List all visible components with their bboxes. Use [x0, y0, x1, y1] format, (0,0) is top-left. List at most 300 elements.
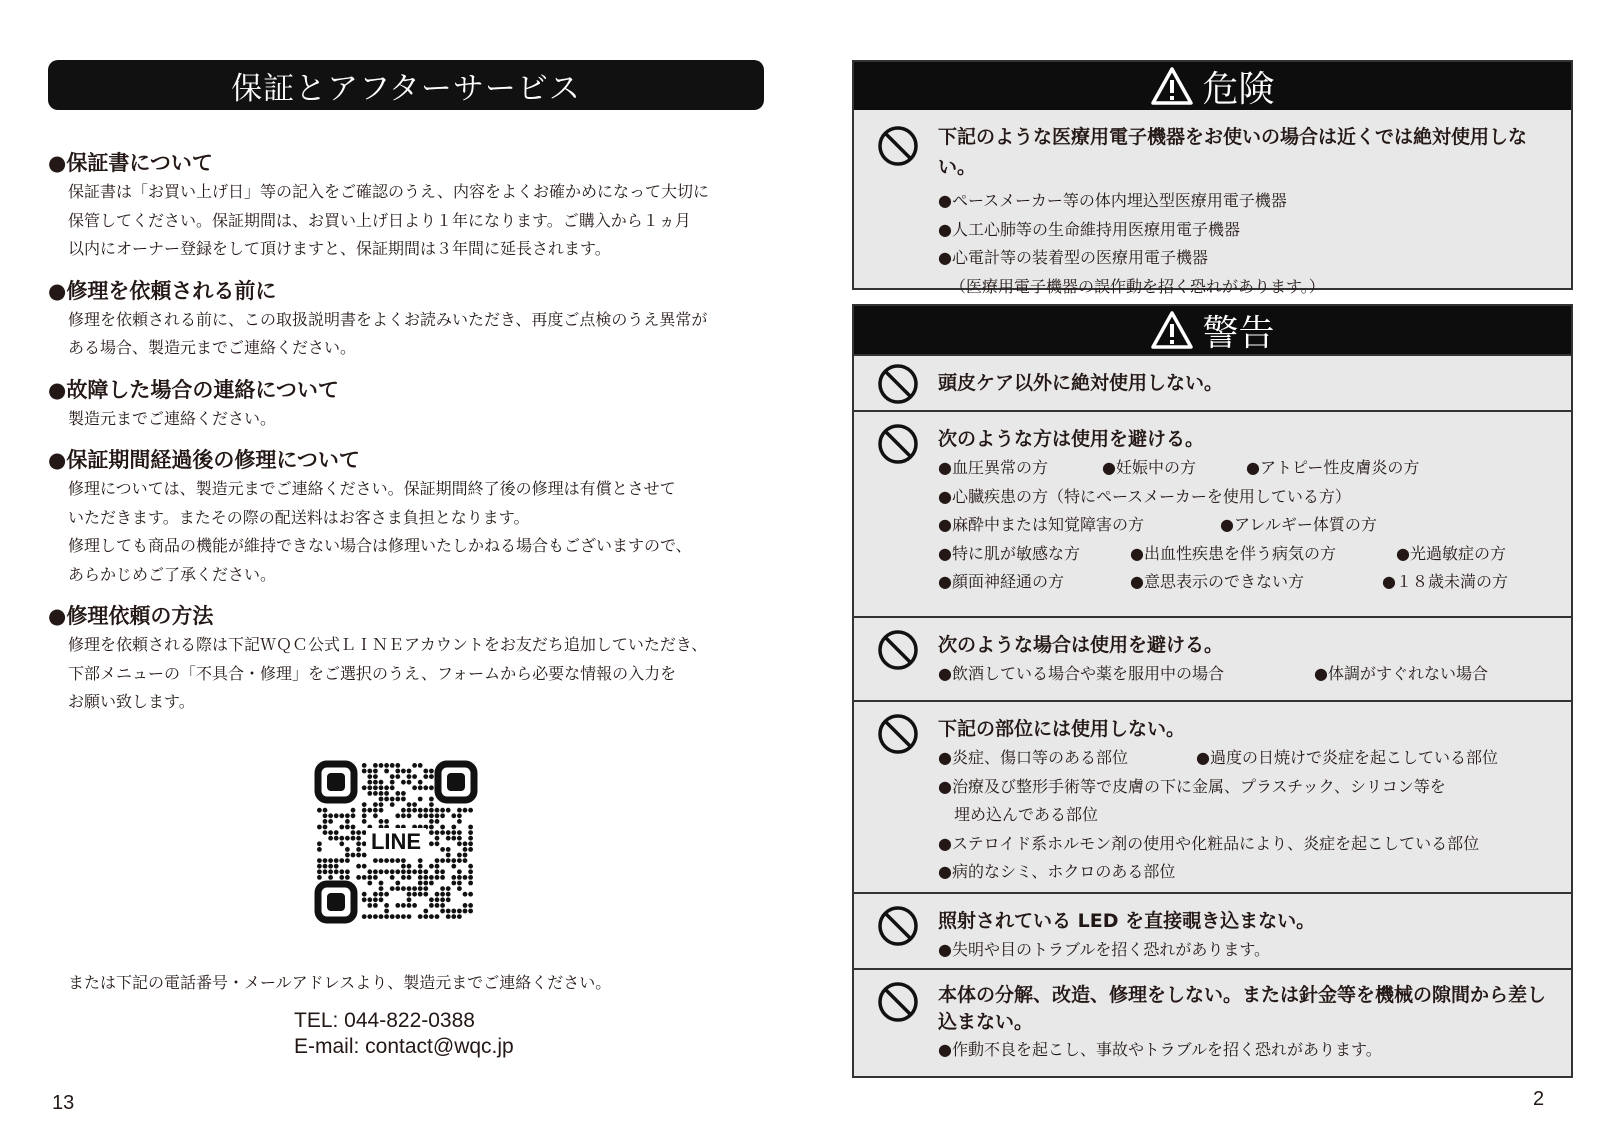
qr-module	[390, 763, 395, 768]
qr-module	[401, 886, 406, 891]
qr-module	[345, 869, 350, 874]
qr-module	[390, 774, 395, 779]
warning-heading: 下記の部位には使用しない。	[938, 718, 1186, 740]
danger-heading: 下記のような医療用電子機器をお使いの場合は近くでは絶対使用しない。	[938, 126, 1528, 178]
qr-module	[356, 847, 361, 852]
prohibition-icon	[876, 980, 920, 1024]
qr-module	[323, 830, 328, 835]
qr-module	[334, 858, 339, 863]
section-line: お願い致します。	[68, 692, 195, 711]
qr-module	[446, 914, 451, 919]
qr-module	[373, 763, 378, 768]
qr-module	[390, 869, 395, 874]
qr-module	[395, 763, 400, 768]
qr-module	[323, 869, 328, 874]
qr-module	[412, 785, 417, 790]
qr-module	[435, 813, 440, 818]
qr-module	[351, 836, 356, 841]
warning-item: ●飲酒している場合や薬を服用中の場合	[938, 664, 1224, 683]
qr-module	[435, 858, 440, 863]
qr-module	[435, 819, 440, 824]
qr-module	[351, 808, 356, 813]
warning-item: ●体調がすぐれない場合	[1314, 664, 1488, 683]
qr-module	[446, 897, 451, 902]
page-number-left: 13	[52, 1092, 75, 1114]
qr-module	[379, 802, 384, 807]
warning-title: 警告	[1202, 312, 1275, 354]
qr-module	[328, 864, 333, 869]
qr-label: LINE	[370, 829, 422, 854]
qr-module	[401, 903, 406, 908]
email-address[interactable]: E-mail: contact@wqc.jp	[294, 1035, 514, 1058]
qr-module	[339, 841, 344, 846]
qr-module	[451, 881, 456, 886]
section-line: 製造元までご連絡ください。	[68, 408, 277, 428]
qr-module	[367, 808, 372, 813]
qr-module	[407, 802, 412, 807]
warning-item: ●心臓疾患の方（特にペースメーカーを使用している方）	[938, 486, 1351, 506]
danger-header	[854, 62, 1571, 110]
qr-module	[429, 802, 434, 807]
qr-module	[418, 780, 423, 785]
qr-module	[379, 763, 384, 768]
qr-module	[468, 830, 473, 835]
qr-module	[407, 774, 412, 779]
section-before-repair	[48, 276, 764, 363]
qr-module	[373, 875, 378, 880]
qr-module	[429, 897, 434, 902]
qr-module	[379, 881, 384, 886]
qr-module	[401, 769, 406, 774]
qr-module	[468, 909, 473, 914]
qr-module	[407, 780, 412, 785]
section-heading: ●保証書について	[48, 151, 213, 175]
qr-module	[423, 909, 428, 914]
qr-module	[362, 914, 367, 919]
qr-module	[463, 909, 468, 914]
qr-module	[373, 897, 378, 902]
qr-module	[435, 836, 440, 841]
qr-module	[351, 853, 356, 858]
qr-module	[401, 813, 406, 818]
qr-module	[367, 769, 372, 774]
warning-item: 埋め込んである部位	[938, 805, 1099, 824]
qr-module	[401, 875, 406, 880]
qr-module	[362, 897, 367, 902]
qr-module	[457, 909, 462, 914]
qr-module	[384, 763, 389, 768]
qr-module	[367, 914, 372, 919]
qr-module	[401, 858, 406, 863]
qr-module	[418, 858, 423, 863]
section-line: 修理については、製造元までご連絡ください。保証期間終了後の修理は有償とさせて	[68, 479, 676, 498]
qr-module	[339, 875, 344, 880]
qr-module	[468, 808, 473, 813]
section-line: 保管してください。保証期間は、お買い上げ日より１年になります。ご購入から１ヵ月	[68, 210, 691, 230]
qr-module	[390, 797, 395, 802]
qr-module	[412, 774, 417, 779]
qr-module	[412, 903, 417, 908]
section-heading: ●修理を依頼される前に	[48, 278, 277, 303]
qr-module	[367, 785, 372, 790]
qr-module	[435, 869, 440, 874]
qr-module	[418, 785, 423, 790]
prohibition-icon	[876, 628, 920, 672]
qr-module	[446, 909, 451, 914]
qr-module	[457, 914, 462, 919]
section-line: 修理を依頼される際は下記ＷＱＣ公式ＬＩＮＥアカウントをお友だち追加していただき、	[68, 635, 708, 654]
qr-module	[345, 858, 350, 863]
qr-module	[395, 769, 400, 774]
warning-heading: 次のような方は使用を避ける。	[938, 428, 1205, 450]
qr-module	[429, 813, 434, 818]
qr-module	[323, 808, 328, 813]
qr-module	[328, 869, 333, 874]
danger-row	[854, 110, 1571, 296]
qr-module	[457, 836, 462, 841]
qr-module	[373, 869, 378, 874]
danger-item: ●ペースメーカー等の体内埋込型医療用電子機器	[938, 191, 1287, 210]
qr-module	[351, 825, 356, 830]
warning-item: ●特に肌が敏感な方	[938, 543, 1080, 563]
qr-module	[373, 858, 378, 863]
qr-module	[351, 830, 356, 835]
qr-module	[429, 797, 434, 802]
qr-module	[440, 875, 445, 880]
qr-module	[339, 858, 344, 863]
qr-module	[379, 808, 384, 813]
qr-module	[463, 892, 468, 897]
qr-module	[407, 897, 412, 902]
qr-module	[379, 897, 384, 902]
qr-module	[323, 858, 328, 863]
qr-module	[440, 903, 445, 908]
warning-item: ●アトピー性皮膚炎の方	[1246, 458, 1420, 477]
qr-module	[457, 819, 462, 824]
qr-module	[323, 825, 328, 830]
qr-module	[418, 864, 423, 869]
qr-module	[468, 825, 473, 830]
warning-item: ●妊娠中の方	[1102, 458, 1196, 477]
qr-module	[446, 808, 451, 813]
qr-module	[429, 808, 434, 813]
qr-module	[395, 791, 400, 796]
qr-module	[328, 836, 333, 841]
qr-module	[373, 780, 378, 785]
qr-module	[401, 797, 406, 802]
qr-module	[362, 763, 367, 768]
qr-module	[440, 847, 445, 852]
qr-module	[362, 808, 367, 813]
page-title: 保証とアフターサービス	[231, 70, 581, 107]
qr-module	[356, 836, 361, 841]
qr-module	[451, 909, 456, 914]
section-line: 下部メニューの「不具合・修理」をご選択のうえ、フォームから必要な情報の入力を	[68, 663, 677, 683]
warning-item-line	[938, 1036, 1563, 1065]
qr-module	[345, 813, 350, 818]
qr-module	[356, 830, 361, 835]
qr-module	[395, 886, 400, 891]
qr-module	[463, 858, 468, 863]
qr-module	[390, 875, 395, 880]
qr-module	[435, 914, 440, 919]
qr-module	[323, 864, 328, 869]
section-line: 修理しても商品の機能が維持できない場合は修理いたしかねる場合もございますので、	[68, 536, 692, 555]
qr-module	[429, 881, 434, 886]
qr-module	[446, 892, 451, 897]
qr-module	[457, 886, 462, 891]
qr-module	[457, 881, 462, 886]
qr-module	[429, 914, 434, 919]
qr-module	[429, 785, 434, 790]
qr-module	[334, 836, 339, 841]
warning-row	[854, 700, 1571, 892]
qr-module	[457, 869, 462, 874]
qr-module	[317, 825, 322, 830]
qr-module	[395, 774, 400, 779]
qr-module	[384, 914, 389, 919]
qr-module	[390, 785, 395, 790]
qr-module	[356, 864, 361, 869]
qr-module	[384, 909, 389, 914]
qr-module	[379, 886, 384, 891]
prohibition-icon	[876, 712, 920, 756]
page-number-right: 2	[1533, 1088, 1545, 1110]
warning-heading: 本体の分解、改造、修理をしない。または針金等を機械の隙間から差し込まない。	[938, 984, 1547, 1033]
phone-number: TEL: 044-822-0388	[294, 1009, 475, 1032]
qr-module	[418, 763, 423, 768]
warning-item: ●血圧異常の方	[938, 458, 1048, 477]
qr-module	[463, 875, 468, 880]
qr-module	[367, 897, 372, 902]
warning-item-line	[938, 744, 1563, 773]
qr-module	[339, 813, 344, 818]
qr-module	[356, 853, 361, 858]
qr-module	[395, 881, 400, 886]
qr-module	[345, 836, 350, 841]
qr-module	[440, 897, 445, 902]
qr-module	[457, 853, 462, 858]
qr-module	[423, 886, 428, 891]
danger-note: （医療用電子機器の誤作動を招く恐れがあります。）	[950, 276, 1325, 296]
qr-module	[418, 808, 423, 813]
warning-item-line	[938, 936, 1563, 965]
section-line: 修理を依頼される前に、この取扱説明書をよくお読みいただき、再度ご点検のうえ異常が	[68, 309, 708, 329]
qr-module	[463, 847, 468, 852]
qr-module	[412, 802, 417, 807]
qr-module	[440, 909, 445, 914]
warning-item: ●顔面神経通の方	[938, 572, 1064, 591]
qr-module	[362, 841, 367, 846]
qr-module	[429, 769, 434, 774]
warning-item: ●麻酔中または知覚障害の方	[938, 515, 1144, 534]
qr-module	[468, 903, 473, 908]
qr-module	[463, 808, 468, 813]
qr-module	[407, 914, 412, 919]
qr-module	[412, 808, 417, 813]
line-qr-code[interactable]	[314, 760, 478, 924]
section-line: ある場合、製造元までご連絡ください。	[68, 338, 357, 357]
warning-item-line	[938, 454, 1563, 483]
qr-module	[463, 853, 468, 858]
qr-module	[379, 780, 384, 785]
qr-module	[373, 802, 378, 807]
qr-module	[423, 813, 428, 818]
warning-item: ●意思表示のできない方	[1130, 572, 1304, 591]
qr-module	[395, 797, 400, 802]
qr-module	[362, 819, 367, 824]
qr-module	[435, 875, 440, 880]
warning-item: ●１８歳未満の方	[1382, 572, 1508, 591]
qr-module	[362, 853, 367, 858]
qr-module	[446, 853, 451, 858]
warning-item: ●過度の日焼けで炎症を起こしている部位	[1196, 748, 1498, 767]
qr-module	[384, 869, 389, 874]
qr-module	[429, 819, 434, 824]
qr-module	[468, 881, 473, 886]
qr-module	[317, 847, 322, 852]
qr-module	[440, 808, 445, 813]
qr-module	[412, 892, 417, 897]
section-repair-method	[48, 601, 764, 717]
left-page	[48, 60, 764, 717]
qr-module	[468, 892, 473, 897]
qr-module	[407, 903, 412, 908]
qr-module	[418, 914, 423, 919]
qr-module	[367, 869, 372, 874]
section-warranty-card	[48, 148, 764, 264]
warning-item-line	[938, 830, 1563, 859]
qr-module	[423, 914, 428, 919]
qr-module	[429, 830, 434, 835]
qr-module	[362, 813, 367, 818]
qr-module	[451, 864, 456, 869]
qr-module	[395, 869, 400, 874]
qr-module	[345, 825, 350, 830]
qr-module	[407, 869, 412, 874]
qr-module	[345, 875, 350, 880]
qr-module	[395, 903, 400, 908]
qr-module	[379, 869, 384, 874]
qr-module	[429, 841, 434, 846]
qr-module	[418, 869, 423, 874]
qr-module	[390, 780, 395, 785]
qr-module	[440, 858, 445, 863]
qr-module	[323, 819, 328, 824]
qr-module	[379, 892, 384, 897]
qr-module	[345, 847, 350, 852]
qr-module	[423, 774, 428, 779]
qr-module	[418, 892, 423, 897]
danger-title: 危険	[1202, 68, 1275, 110]
qr-module	[451, 858, 456, 863]
qr-module	[390, 802, 395, 807]
qr-module	[328, 858, 333, 863]
warning-row	[854, 410, 1571, 616]
qr-module	[423, 808, 428, 813]
warning-item-line	[938, 540, 1563, 569]
qr-module	[429, 825, 434, 830]
qr-module	[446, 886, 451, 891]
qr-module	[429, 774, 434, 779]
qr-module	[373, 903, 378, 908]
warning-item-line	[938, 858, 1563, 887]
qr-module	[328, 813, 333, 818]
page-title-bar	[48, 60, 764, 110]
warning-item: ●作動不良を起こし、事故やトラブルを招く恐れがあります。	[938, 1040, 1382, 1059]
qr-module	[367, 780, 372, 785]
qr-module	[407, 875, 412, 880]
qr-module	[423, 769, 428, 774]
qr-module	[334, 830, 339, 835]
qr-module	[390, 858, 395, 863]
qr-module	[451, 813, 456, 818]
qr-module	[440, 892, 445, 897]
qr-module	[384, 819, 389, 824]
qr-module	[367, 774, 372, 779]
qr-module	[407, 813, 412, 818]
warning-item-line	[938, 773, 1563, 802]
qr-module	[429, 864, 434, 869]
section-heading: ●故障した場合の連絡について	[48, 377, 339, 402]
qr-module	[468, 875, 473, 880]
qr-module	[435, 903, 440, 908]
qr-module	[418, 813, 423, 818]
qr-module	[451, 825, 456, 830]
warning-row	[854, 968, 1571, 1076]
qr-module	[384, 797, 389, 802]
qr-module	[401, 914, 406, 919]
qr-module	[446, 836, 451, 841]
qr-module	[418, 875, 423, 880]
qr-module	[362, 785, 367, 790]
qr-module	[401, 808, 406, 813]
warning-item: ●炎症、傷口等のある部位	[938, 748, 1128, 767]
qr-module	[373, 813, 378, 818]
qr-module	[339, 836, 344, 841]
qr-module	[468, 869, 473, 874]
qr-module	[407, 864, 412, 869]
qr-module	[384, 858, 389, 863]
qr-module	[457, 808, 462, 813]
qr-module	[362, 864, 367, 869]
qr-module	[334, 813, 339, 818]
qr-module	[367, 903, 372, 908]
warning-item-line	[938, 511, 1563, 540]
qr-module	[429, 875, 434, 880]
qr-module	[323, 813, 328, 818]
qr-module	[379, 797, 384, 802]
qr-module	[457, 813, 462, 818]
warning-item-line	[938, 568, 1563, 597]
qr-module	[373, 892, 378, 897]
qr-module	[401, 864, 406, 869]
qr-module	[407, 769, 412, 774]
qr-module	[362, 892, 367, 897]
qr-module	[429, 903, 434, 908]
qr-module	[423, 785, 428, 790]
qr-module	[345, 853, 350, 858]
qr-module	[446, 847, 451, 852]
qr-module	[412, 869, 417, 874]
qr-module	[423, 869, 428, 874]
qr-module	[362, 769, 367, 774]
qr-module	[435, 808, 440, 813]
warning-item-line	[938, 483, 1563, 512]
qr-module	[390, 886, 395, 891]
contact-intro: または下記の電話番号・メールアドレスより、製造元までご連絡ください。	[68, 973, 612, 992]
section-malfunction-contact	[48, 375, 764, 434]
